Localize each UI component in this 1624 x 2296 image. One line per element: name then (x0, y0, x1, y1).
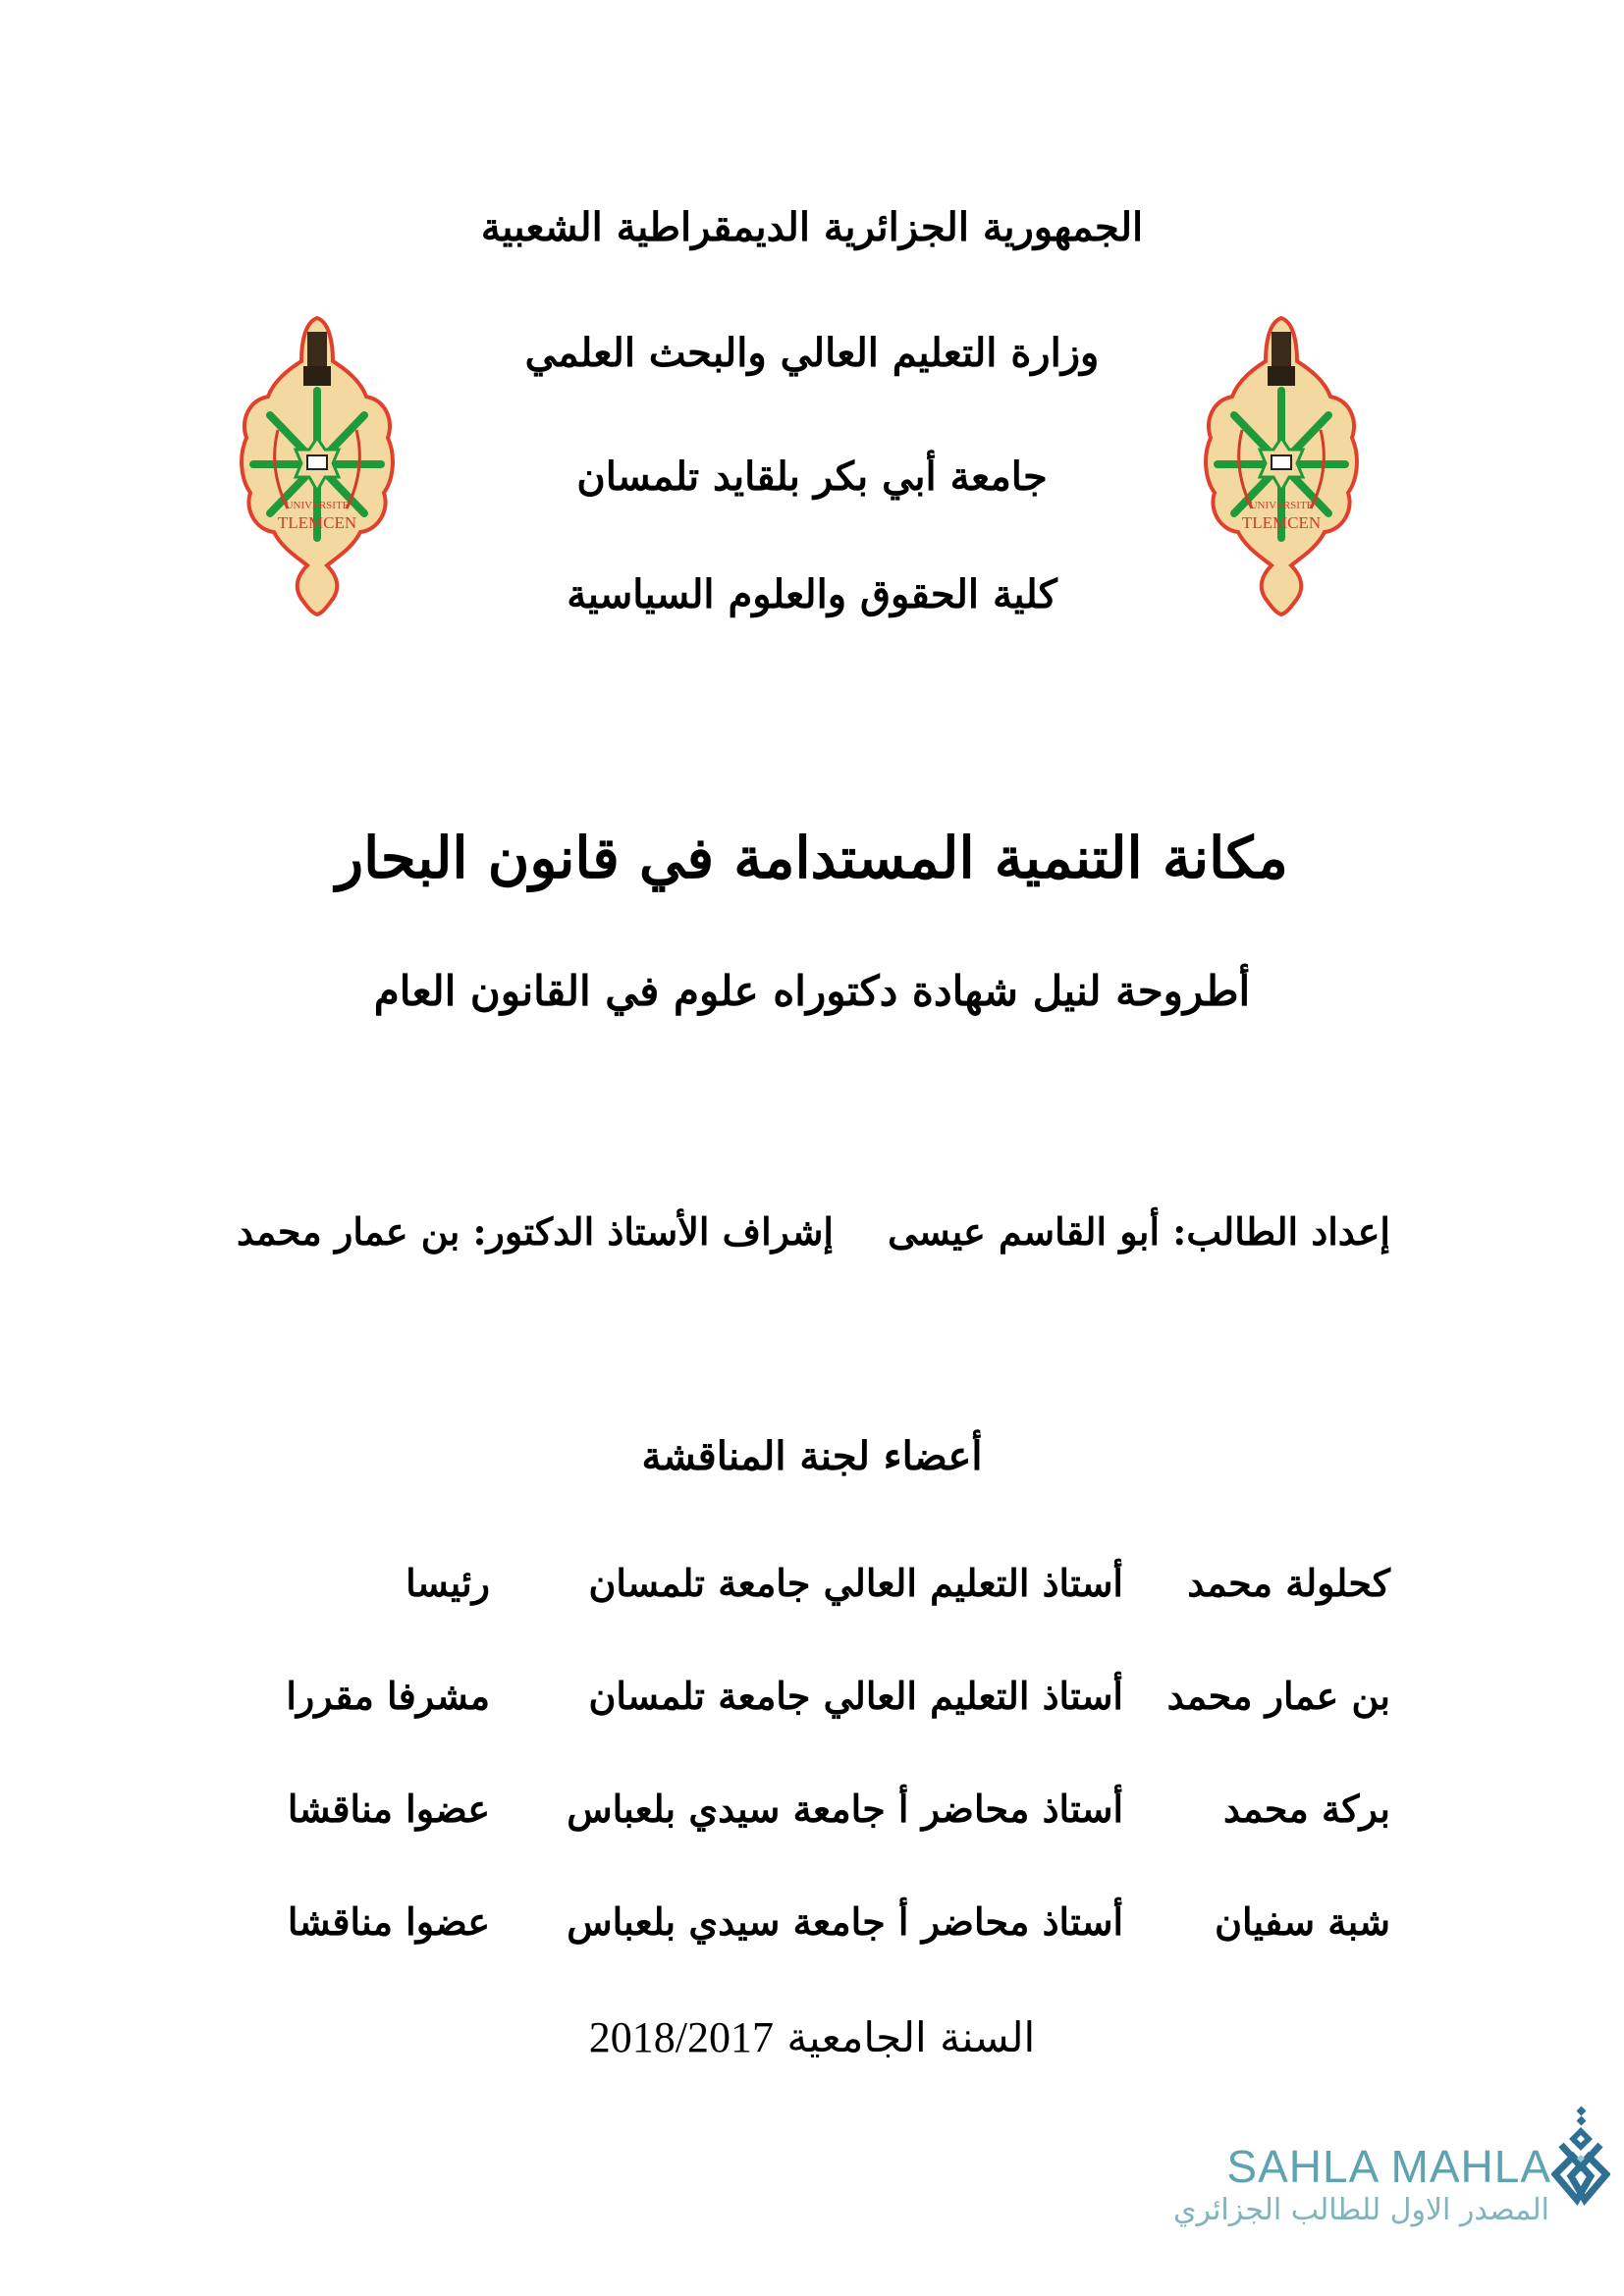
member-title: أستاذ محاضر أ جامعة سيدي بلعباس (567, 1787, 1123, 1831)
member-role: مشرفا مقررا (286, 1674, 490, 1718)
supervisor-name: إشراف الأستاذ الدكتور: بن عمار محمد (236, 1209, 834, 1254)
header-line-faculty: كلية الحقوق والعلوم السياسية (567, 571, 1057, 617)
svg-text:TLEMCEN: TLEMCEN (1241, 513, 1322, 532)
academic-year-label: السنة الجامعية (786, 2013, 1036, 2061)
member-title: أستاذ التعليم العالي جامعة تلمسان (588, 1674, 1123, 1718)
thesis-title: مكانة التنمية المستدامة في قانون البحار (336, 825, 1288, 891)
header-line-ministry: وزارة التعليم العالي والبحث العلمي (524, 330, 1100, 376)
committee-heading: أعضاء لجنة المناقشة (641, 1433, 983, 1479)
svg-text:TLEMCEN: TLEMCEN (277, 513, 357, 532)
watermark-tagline: المصدر الاول للطالب الجزائري (1173, 2193, 1549, 2227)
header-line-university: جامعة أبي بكر بلقايد تلمسان (576, 454, 1048, 500)
academic-year (0, 2012, 1624, 2062)
sahla-mahla-watermark (1139, 2140, 1610, 2248)
member-role: عضوا مناقشا (287, 1899, 490, 1944)
member-title: أستاذ التعليم العالي جامعة تلمسان (588, 1561, 1123, 1605)
member-name: كحلولة محمد (1187, 1561, 1390, 1605)
student-name: إعداد الطالب: أبو القاسم عيسى (888, 1209, 1390, 1254)
svg-text:UNIVERSITE: UNIVERSITE (1249, 500, 1314, 511)
member-name: شبة سفيان (1215, 1899, 1390, 1944)
member-role: رئيسا (406, 1561, 490, 1605)
academic-year-value: 2018/2017 (588, 2013, 775, 2061)
member-title: أستاذ محاضر أ جامعة سيدي بلعباس (567, 1899, 1123, 1944)
member-name: بن عمار محمد (1166, 1674, 1390, 1718)
sahla-mahla-logo-icon (1551, 2106, 1610, 2214)
thesis-subtitle: أطروحة لنيل شهادة دكتوراه علوم في القانون العام (373, 967, 1251, 1015)
watermark-brand: SAHLA MAHLA (1226, 2141, 1551, 2192)
member-role: عضوا مناقشا (287, 1787, 490, 1831)
header-line-republic: الجمهورية الجزائرية الديمقراطية الشعبية (480, 204, 1144, 250)
member-name: بركة محمد (1222, 1787, 1390, 1831)
svg-text:UNIVERSITE: UNIVERSITE (285, 500, 350, 511)
